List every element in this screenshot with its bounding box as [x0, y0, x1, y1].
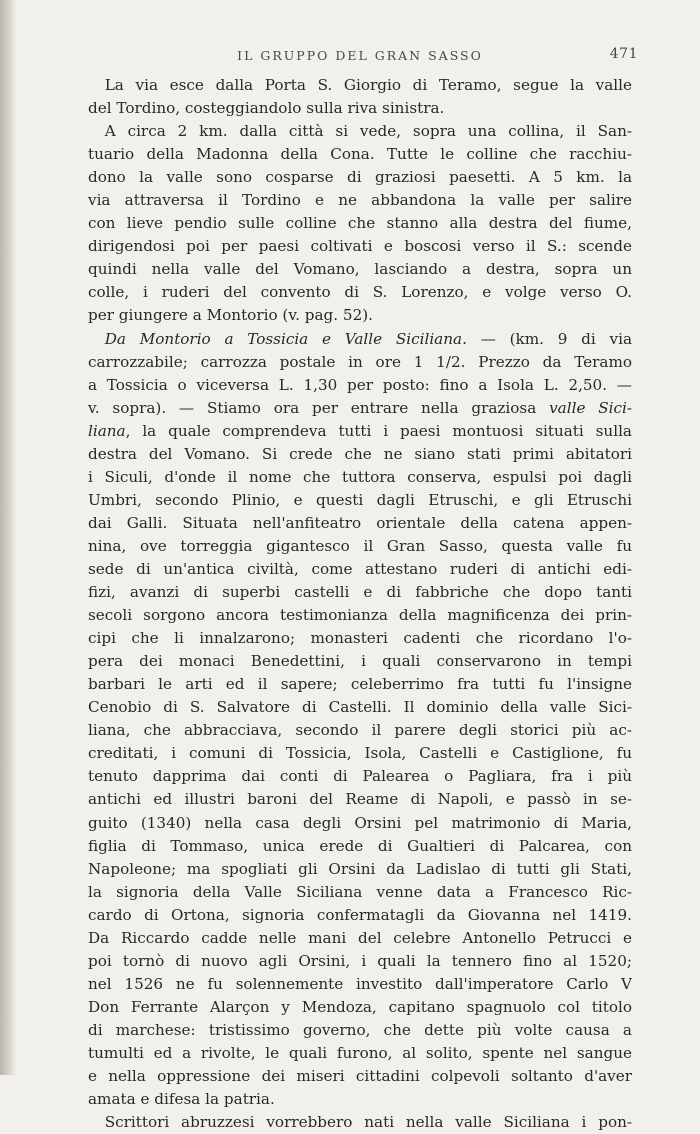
text-line: con lieve pendio sulle colline che stanno alla destra del fiume, — [88, 214, 632, 233]
text-line: Da Riccardo cadde nelle mani del celebre Antonello Petrucci e — [88, 928, 632, 947]
text-line: del Tordino, costeggiandolo sulla riva sinistra. — [88, 99, 445, 118]
text-line: figlia di Tommaso, unica erede di Gualtieri di Palcarea, con — [88, 836, 632, 855]
page-number: 471 — [609, 46, 638, 62]
book-spine-shadow — [0, 0, 16, 1075]
text-line: dirigendosi poi per paesi coltivati e boscosi verso il S.: scende — [88, 237, 632, 256]
text-line: destra del Vomano. Si crede che ne siano stati primi abitatori — [88, 444, 632, 463]
line-text: — (km. 9 di via — [466, 329, 632, 348]
text-line: creditati, i comuni di Tossicia, Isola, Castelli e Castiglione, fu — [88, 744, 632, 763]
text-line: liana, che abbracciava, secondo il parere degli storici più ac- — [88, 721, 632, 740]
text-line: i Siculi, d'onde il nome che tuttora conserva, espulsi poi dagli — [88, 467, 632, 486]
text-line: La via esce dalla Porta S. Giorgio di Teramo, segue la valle — [104, 76, 632, 94]
running-head — [88, 46, 638, 74]
body-text — [88, 74, 632, 1134]
text-line: antichi ed illustri baroni del Reame di Napoli, e passò in se- — [88, 790, 632, 809]
text-line: cipi che li innalzarono; monasteri cadenti che ricordano l'o- — [88, 629, 632, 648]
text-line: pera dei monaci Benedettini, i quali conservarono in tempi — [88, 652, 632, 671]
text-line: Napoleone; ma spogliati gli Orsini da Ladislao di tutti gli Stati, — [88, 859, 632, 878]
text-line: fizi, avanzi di superbi castelli e di fabbriche che dopo tanti — [88, 583, 632, 602]
text-line: dai Galli. Situata nell'anfiteatro orientale della catena appen- — [88, 513, 632, 532]
text-line: la signoria della Valle Siciliana venne data a Francesco Ric- — [88, 882, 632, 901]
text-line: tumulti ed a rivolte, le quali furono, al solito, spente nel sangue — [88, 1043, 632, 1062]
text-line: e nella oppressione dei miseri cittadini colpevoli soltanto d'aver — [88, 1067, 632, 1086]
line-text: v. sopra). — Stiamo ora per entrare nella graziosa — [88, 398, 550, 417]
text-line: colle, i ruderi del convento di S. Lorenzo, e volge verso O. — [88, 283, 632, 302]
text-line: carrozzabile; carrozza postale in ore 1 1/2. Prezzo da Teramo — [88, 352, 632, 371]
text-line: secoli sorgono ancora testimonianza della magnificenza dei prin- — [88, 606, 632, 625]
text-line — [88, 420, 632, 443]
book-page — [88, 46, 638, 1134]
text-line: di marchese: tristissimo governo, che dette più volte causa a — [88, 1020, 632, 1039]
italic-heading: Da Montorio a Tossicia e Valle Siciliana. — [104, 329, 467, 348]
text-line: dono la valle sono cosparse di graziosi paesetti. A 5 km. la — [88, 168, 632, 187]
text-line — [88, 328, 632, 351]
text-line: quindi nella valle del Vomano, lasciando a destra, sopra un — [88, 260, 632, 279]
text-line: tuario della Madonna della Cona. Tutte le colline che racchiu- — [88, 145, 632, 164]
text-line: amata e difesa la patria. — [88, 1090, 275, 1109]
text-line — [88, 397, 632, 420]
text-line: Cenobio di S. Salvatore di Castelli. Il dominio della valle Sici- — [88, 698, 632, 717]
running-title: IL GRUPPO DEL GRAN SASSO — [237, 48, 483, 63]
text-line: A circa 2 km. dalla città si vede, sopra una collina, il San- — [104, 122, 632, 141]
text-line: cardo di Ortona, signoria confermatagli da Giovanna nel 1419. — [88, 905, 632, 924]
text-line: sede di un'antica civiltà, come attestano ruderi di antichi edi- — [88, 559, 632, 578]
text-line: via attraversa il Tordino e ne abbandona la valle per salire — [88, 191, 632, 210]
text-line: Scrittori abruzzesi vorrebbero nati nella valle Siciliana i pon- — [104, 1113, 632, 1132]
text-line: Umbri, secondo Plinio, e questi dagli Etruschi, e gli Etruschi — [88, 490, 632, 509]
text-line: Don Ferrante Alarçon y Mendoza, capitano spagnuolo col titolo — [88, 997, 632, 1016]
text-line: nina, ove torreggia gigantesco il Gran Sasso, questa valle fu — [88, 536, 632, 555]
text-line: guito (1340) nella casa degli Orsini pel matrimonio di Maria, — [88, 813, 632, 832]
line-text: , la quale comprendeva tutti i paesi montuosi situati sulla — [125, 421, 632, 440]
italic-heading: liana — [88, 421, 126, 440]
italic-text: valle Sici- — [549, 398, 632, 417]
text-line: tenuto dapprima dai conti di Palearea o Pagliara, fra i più — [88, 767, 632, 786]
text-line: a Tossicia o viceversa L. 1,30 per posto: fino a Isola L. 2,50. — — [88, 375, 632, 394]
text-line: poi tornò di nuovo agli Orsini, i quali la tennero fino al 1520; — [88, 951, 632, 970]
text-line: per giungere a Montorio (v. pag. 52). — [88, 306, 374, 325]
text-line: barbari le arti ed il sapere; celeberrimo fra tutti fu l'insigne — [88, 675, 632, 694]
text-line: nel 1526 ne fu solennemente investito dall'imperatore Carlo V — [88, 974, 632, 993]
